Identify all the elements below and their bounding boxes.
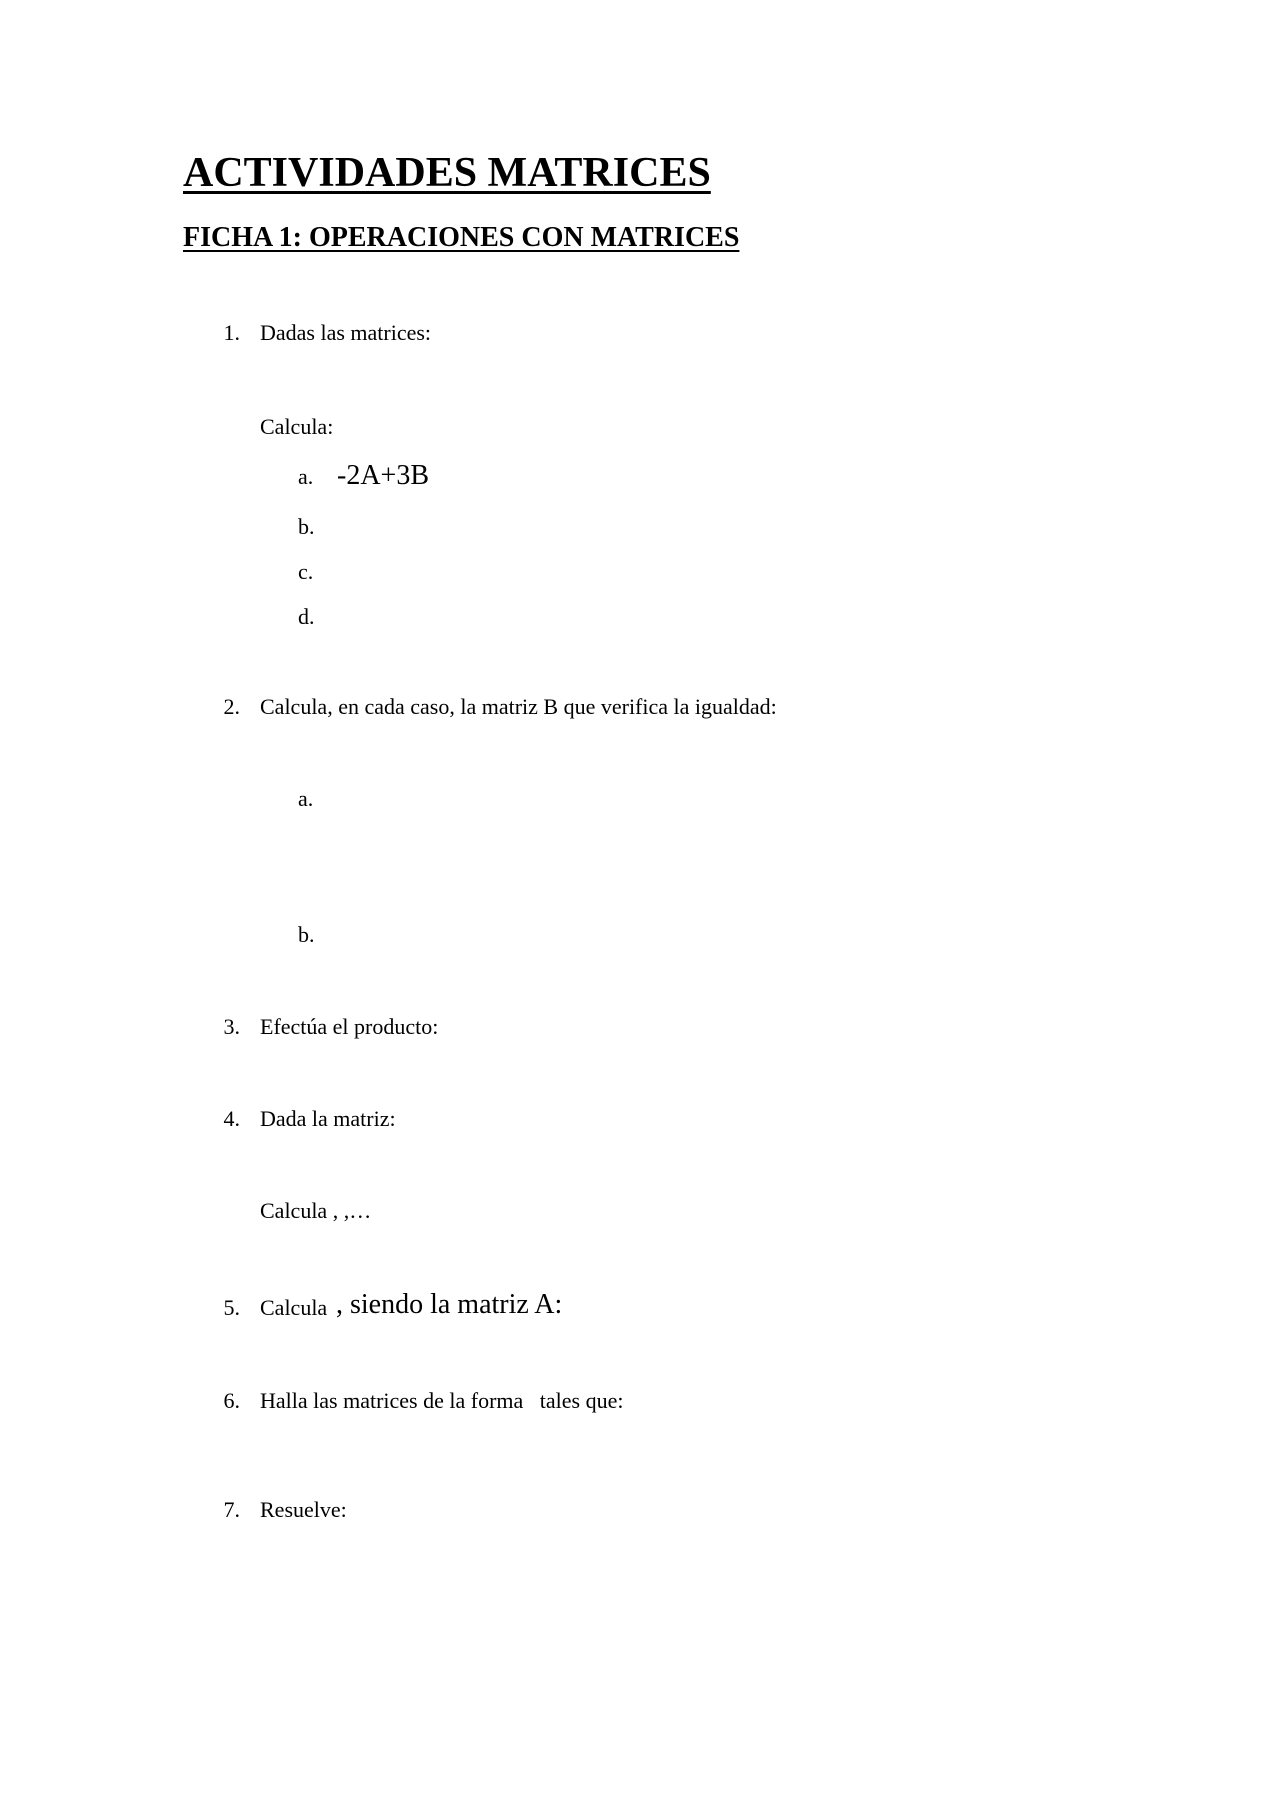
document-title: ACTIVIDADES MATRICES [183, 150, 711, 196]
item-6-number: 6. [223, 1388, 240, 1413]
item-6-text: Halla las matrices de la forma tales que: [260, 1388, 624, 1413]
item-4-calcula: Calcula , ,… [260, 1198, 372, 1223]
item-1-calcula: Calcula: [260, 414, 334, 439]
item-1-sub-a-letter: a. [298, 464, 314, 489]
item-2-sub-b-letter: b. [298, 922, 315, 947]
item-3-text: Efectúa el producto: [260, 1014, 439, 1039]
item-1-text: Dadas las matrices: [260, 320, 432, 345]
item-1-sub-c-letter: c. [298, 559, 314, 584]
item-1-sub-a-expr: -2A+3B [337, 460, 430, 491]
item-4-number: 4. [223, 1106, 240, 1131]
item-5-text: Calcula [260, 1295, 328, 1320]
item-2-sub-a-letter: a. [298, 786, 314, 811]
item-7-text: Resuelve: [260, 1497, 347, 1522]
item-1-number: 1. [223, 320, 240, 345]
item-2-text: Calcula, en cada caso, la matriz B que verifica la igualdad: [260, 694, 777, 719]
document-subtitle: FICHA 1: OPERACIONES CON MATRICES [183, 222, 740, 253]
item-5-number: 5. [223, 1295, 240, 1320]
item-7-number: 7. [223, 1497, 240, 1522]
item-1-sub-d-letter: d. [298, 604, 315, 629]
item-1-sub-b-letter: b. [298, 514, 315, 539]
item-2-number: 2. [223, 694, 240, 719]
item-3-number: 3. [223, 1014, 240, 1039]
item-5-text-big: , siendo la matriz A: [336, 1289, 563, 1320]
item-4-text: Dada la matriz: [260, 1106, 396, 1131]
